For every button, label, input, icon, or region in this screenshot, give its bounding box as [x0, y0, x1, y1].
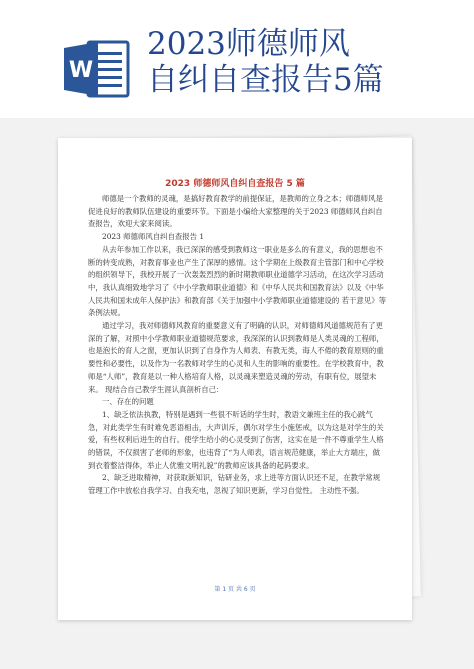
paragraph: 从去年参加工作以来，我已深深的感受到教师这一职业是多么的有意义，我的思想也不断的转变成熟，对教育事业也产生了深厚的感情。这个学期在上级教育主管部门和中心学校的组织领导下，我校开展了一次轰轰烈烈的新时期教师职业道德学习活动，在这次学习活动中，我认真细致地学习了《中小学教师职业道德》和《中华人民共和国教育法》以及《中华人民共和国未成年人保护法》和教育部《关于加强中小学教师职业道德建设的 若干意见》等条例法规。 [88, 244, 386, 318]
document-title: 2023 师德师风自纠自查报告 5 篇 [165, 179, 305, 189]
paragraph: 2、缺乏进取精神，对获取新知识，钻研业务，求上进等方面认识还不足，在教学常规管理工作中放松自我学习、自我充电，忽视了知识更新，学习自觉性。 主动性不强。 [88, 473, 381, 496]
banner-title [147, 26, 467, 98]
paragraph: 师德是一个教师的灵魂，是搞好教育教学的前提保证，是教师的立身之本；师德师风是促进良好的教师队伍建设的重要环节。下面是小编给大家整理的关于2023 师德师风自纠自查报告，欢迎大家来阅读。 [88, 194, 383, 229]
paragraph: 2023 师德师风自纠自查报告 1 [102, 232, 205, 242]
banner-title-line-1: 2023师德师风 [147, 26, 350, 62]
header-banner [0, 0, 474, 118]
page-number: 第 1 页 共 6 页 [214, 586, 256, 593]
svg-text:W: W [68, 58, 94, 83]
paragraph: 一、存在的问题 [102, 397, 154, 407]
document-body [88, 193, 386, 498]
word-document-icon [64, 40, 130, 98]
paragraph: 通过学习，我对师德师风教育的重要意义有了明确的认识，对师德师风道德规范有了更深的了解，对照中小学教师职业道德规范要求，我深深的认识到教师是人类灵魂的工程师，也是泡长的育人之窗，更加认识到了自身作为人师表、有教无类，诲人不倦的教育原则的重要性和必要性，以及作为一名教师对学生的心灵和人生的影响的重要性。在学校教育中，教师是“人师”，教育是以一种人格培育人格，以灵魂来塑造灵魂的劳动，有职有位，展望未来。 现结合自己教学生涯认真剖析自己： [88, 321, 384, 394]
paragraph: 1、缺乏依法执教，特别是遇到一些很不听话的学生时，教语文兼班主任的我心跳气急，对此类学生有时难免恶语相击，大声训斥，偶尔对学生小施惩戒，以为这是对学生的关爱，有些权利后进生的自行。使学生给小的心灵受到了伤害，这实在是一件不尊重学生人格的错误，不仅损害了老师的形象，也违背了“为人师表，语言规范健康，举止大方端庄，做到衣着整洁得体，举止人优雅文明礼貌”的教师应该具备的起码要求。 [88, 409, 384, 470]
document-page [58, 138, 412, 620]
banner-title-line-2: 自纠自查报告5篇 [147, 62, 384, 98]
